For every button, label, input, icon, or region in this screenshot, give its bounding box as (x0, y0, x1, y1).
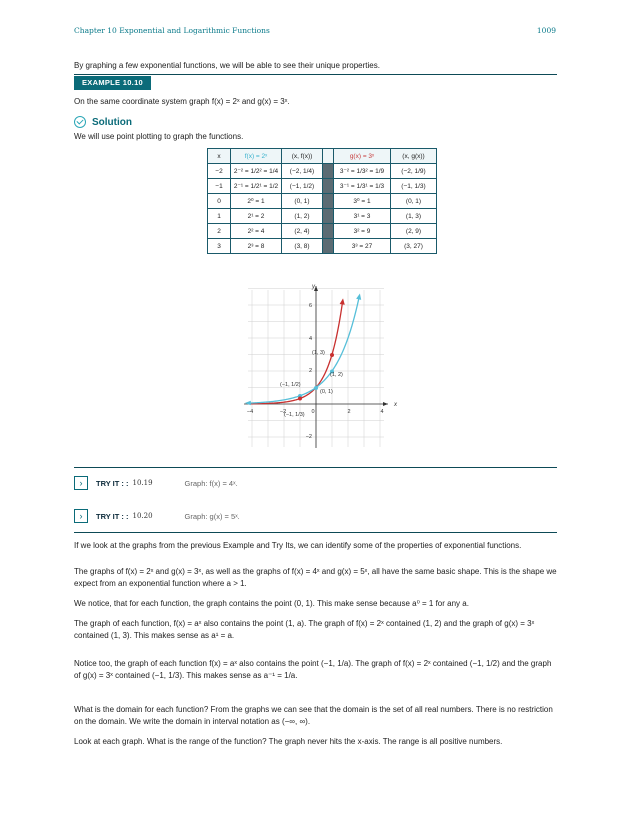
example-prompt: On the same coordinate system graph f(x) = 2ˣ and g(x) = 3ˣ. (74, 97, 290, 106)
points-table (207, 148, 437, 254)
x-tick-label: −4 (246, 409, 254, 415)
col-header-gpoint: (x, g(x)) (391, 149, 437, 164)
cell-g: 3² = 9 (334, 224, 391, 239)
chapter-header: Chapter 10 Exponential and Logarithmic Functions (74, 26, 270, 35)
intro-text: By graphing a few exponential functions, we will be able to see their unique properties. (74, 61, 380, 70)
table-separator (323, 224, 334, 239)
table-row (208, 194, 437, 209)
cell-gpoint: (0, 1) (391, 194, 437, 209)
cell-x: 0 (208, 194, 231, 209)
tryit-bottom-rule (74, 532, 557, 533)
cell-f: 2³ = 8 (231, 239, 282, 254)
cell-fpoint: (1, 2) (282, 209, 323, 224)
paragraph: The graphs of f(x) = 2ˣ and g(x) = 3ˣ, as well as the graphs of f(x) = 4ˣ and g(x) = 5ˣ, all have the same basic shape. This is the shape we expect from an exponential function where a > 1. (74, 567, 557, 588)
cell-gpoint: (1, 3) (391, 209, 437, 224)
table-separator (323, 149, 334, 164)
y-tick-label: 2 (308, 368, 312, 374)
try-it-number: 10.19 (132, 479, 153, 487)
cell-x: −2 (208, 164, 231, 179)
try-it-label: TRY IT : : (96, 478, 129, 488)
f-arrow-icon (356, 293, 361, 299)
table-row (208, 164, 437, 179)
x-axis-label: x (394, 402, 397, 408)
cell-fpoint: (−1, 1/2) (282, 179, 323, 194)
cell-x: 2 (208, 224, 231, 239)
point-label: (1, 3) (312, 350, 325, 356)
table-row (208, 224, 437, 239)
tryit-top-rule (74, 467, 557, 468)
x-axis-arrow-icon (383, 402, 388, 406)
check-circle-icon (74, 116, 86, 128)
col-header-fpoint: (x, f(x)) (282, 149, 323, 164)
point-label: (−1, 1/3) (284, 412, 305, 418)
paragraph: Notice too, the graph of each function f(x) = aˣ also contains the point (−1, 1/a). The graph of f(x) = 2ˣ contained (−1, 1/2) and the graph of g(x) = 3ˣ contained (−1, 1/3). This makes sense as a⁻¹ = 1/a. (74, 659, 552, 680)
point-label: (1, 2) (330, 372, 343, 378)
table-separator (323, 239, 334, 254)
table-header-row (208, 149, 437, 164)
try-it-label: TRY IT : : (96, 511, 129, 521)
y-axis-label: y (312, 284, 315, 290)
cell-fpoint: (−2, 1/4) (282, 164, 323, 179)
table-row (208, 239, 437, 254)
exponential-graph (236, 282, 396, 452)
cell-f: 2² = 4 (231, 224, 282, 239)
paragraph: The graph of each function, f(x) = aˣ also contains the point (1, a). The graph of f(x) = 2ˣ contained (1, 2) and the graph of g(x) = 3ˣ contained (1, 3). This makes sense as a¹ = a. (74, 619, 535, 640)
g-arrow-icon (340, 298, 345, 304)
table-row (208, 209, 437, 224)
cell-g: 3⁻¹ = 1/3¹ = 1/3 (334, 179, 391, 194)
paragraph: If we look at the graphs from the previous Example and Try Its, we can identify some of the properties of exponential functions. (74, 541, 522, 550)
y-tick-label: 4 (308, 336, 312, 342)
left-arrow-icon (245, 401, 251, 405)
chevron-right-icon[interactable]: › (74, 476, 88, 490)
x-tick-label: 0 (311, 409, 315, 415)
cell-f: 2⁰ = 1 (231, 194, 282, 209)
cell-f: 2⁻¹ = 1/2¹ = 1/2 (231, 179, 282, 194)
cell-fpoint: (2, 4) (282, 224, 323, 239)
col-header-g: g(x) = 3ˣ (334, 149, 391, 164)
page-number: 1009 (536, 26, 556, 35)
f-curve (249, 297, 359, 403)
paragraph: We notice, that for each function, the graph contains the point (0, 1). This make sense because a⁰ = 1 for any a. (74, 599, 469, 608)
example-badge: EXAMPLE 10.10 (74, 76, 151, 90)
cell-gpoint: (2, 9) (391, 224, 437, 239)
cell-g: 3⁻² = 1/3² = 1/9 (334, 164, 391, 179)
x-tick-label: 4 (380, 409, 384, 415)
table-separator (323, 194, 334, 209)
x-tick-label: 2 (347, 409, 351, 415)
solution-label: Solution (92, 116, 132, 128)
table-separator (323, 209, 334, 224)
col-header-x: x (208, 149, 231, 164)
cell-g: 3³ = 27 (334, 239, 391, 254)
cell-x: 3 (208, 239, 231, 254)
cell-f: 2⁻² = 1/2² = 1/4 (231, 164, 282, 179)
try-it-number: 10.20 (132, 512, 153, 520)
try-it-task: Graph: g(x) = 5ˣ. (184, 511, 240, 521)
cell-f: 2¹ = 2 (231, 209, 282, 224)
point-0 (314, 386, 318, 390)
cell-fpoint: (0, 1) (282, 194, 323, 209)
cell-gpoint: (−2, 1/9) (391, 164, 437, 179)
point-g-neg1 (298, 397, 302, 401)
table-row (208, 179, 437, 194)
paragraph: Look at each graph. What is the range of the function? The graph never hits the x-axis. The range is all positive numbers. (74, 737, 503, 746)
y-tick-label: 6 (308, 303, 312, 309)
point-label: (0, 1) (320, 389, 333, 395)
cell-x: 1 (208, 209, 231, 224)
cell-fpoint: (3, 8) (282, 239, 323, 254)
solution-text: We will use point plotting to graph the functions. (74, 132, 244, 141)
example-top-rule (74, 74, 557, 75)
point-label: (−1, 1/2) (280, 382, 301, 388)
paragraph: What is the domain for each function? From the graphs we can see that the domain is the set of all real numbers. There is no restriction on the domain. We write the domain in interval notation as (−∞, ∞). (74, 705, 553, 726)
cell-g: 3¹ = 3 (334, 209, 391, 224)
try-it-1 (74, 476, 238, 490)
col-header-f: f(x) = 2ˣ (231, 149, 282, 164)
y-tick-label: −2 (305, 434, 312, 440)
point-g-1 (330, 353, 334, 357)
chevron-right-icon[interactable]: › (74, 509, 88, 523)
try-it-task: Graph: f(x) = 4ˣ. (184, 478, 238, 488)
table-separator (323, 179, 334, 194)
solution-heading (74, 116, 132, 128)
x-tick-label: −2 (279, 409, 287, 415)
cell-gpoint: (3, 27) (391, 239, 437, 254)
cell-x: −1 (208, 179, 231, 194)
cell-g: 3⁰ = 1 (334, 194, 391, 209)
try-it-2 (74, 509, 240, 523)
cell-gpoint: (−1, 1/3) (391, 179, 437, 194)
table-separator (323, 164, 334, 179)
